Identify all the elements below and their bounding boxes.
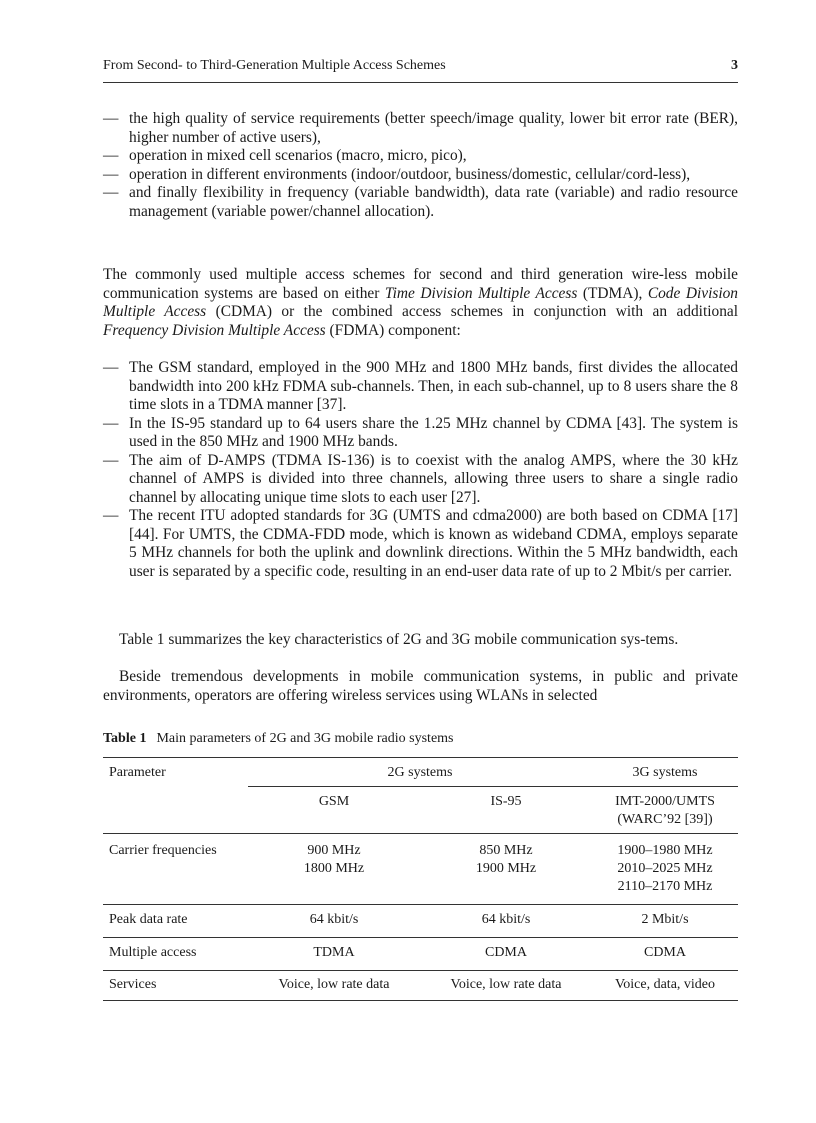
table-header-row (103, 758, 738, 787)
list-item: — In the IS-95 standard up to 64 users share the 1.25 MHz channel by CDMA [43]. The system is used in the 850 MHz and 1900 MHz bands. (103, 414, 738, 450)
header-parameter: Parameter (109, 765, 166, 780)
table-row: Multiple access TDMA CDMA CDMA (103, 937, 738, 970)
running-header (103, 58, 738, 78)
paragraph-wlan: Beside tremendous developments in mobile communication systems, in public and private environments, operators are offering wireless services using WLANs in selected (103, 668, 738, 704)
table-caption-text: Main parameters of 2G and 3G mobile radio systems (156, 731, 454, 746)
list-item: — and finally flexibility in frequency (variable bandwidth), data rate (variable) and radio resource management (variable power/channel allocation). (103, 184, 738, 220)
list-item: — operation in different environments (indoor/outdoor, business/domestic, cellular/cord-less), (103, 165, 691, 183)
standards-list (103, 359, 738, 581)
page-number: 3 (731, 58, 738, 73)
list-item: — The aim of D-AMPS (TDMA IS-136) is to coexist with the analog AMPS, where the 30 kHz channel of AMPS is divided into three channels, allowing three users to share a single radio channel by allocating unique time slots to each user [27]. (103, 451, 738, 506)
list-item: — The GSM standard, employed in the 900 MHz and 1800 MHz bands, first divides the allocated bandwidth into 200 kHz FDMA sub-channels. Then, in each sub-channel, up to 8 users share the 8 time slots in a TDMA manner [37]. (103, 359, 738, 413)
table-row: Carrier frequencies 900 MHz 1800 MHz 850 MHz 1900 MHz 1900–1980 MHz 2010–2025 MHz 2110–2170 MHz (103, 833, 738, 904)
header-3g-systems: 3G systems (632, 765, 698, 780)
paragraph-access-schemes: The commonly used multiple access schemes for second and third generation wire-less mobile communication systems are based on either Time Division Multiple Access (TDMA), Code Division Multiple Access (CDMA) or the combined access schemes in conjunction with an additional Frequency Division Multiple Access (FDMA) component: (103, 266, 738, 339)
table-row: Services Voice, low rate data Voice, low rate data Voice, data, video (103, 970, 738, 1000)
running-title: From Second- to Third-Generation Multiple Access Schemes (103, 58, 446, 73)
table-row: Peak data rate 64 kbit/s 64 kbit/s 2 Mbit/s (103, 904, 738, 937)
header-rule (103, 82, 738, 83)
list-item: — the high quality of service requirements (better speech/image quality, lower bit error rate (BER), higher number of active users), (103, 110, 738, 146)
header-is95: IS-95 (420, 786, 592, 833)
table-subheader-row (103, 786, 738, 833)
requirements-list (103, 110, 738, 221)
list-item: — The recent ITU adopted standards for 3G (UMTS and cdma2000) are both based on CDMA [17][44]. For UMTS, the CDMA-FDD mode, which is known as wideband CDMA, employs separate 5 MHz channels for both the uplink and downlink directions. Within the 5 MHz bandwidth, each user is separated by a specific code, resulting in an end-user data rate of up to 2 Mbit/s per carrier. (103, 507, 738, 580)
table-caption (103, 731, 454, 747)
paragraph-table-summary: Table 1 summarizes the key characteristics of 2G and 3G mobile communication sys-tems. (119, 631, 679, 648)
header-imt2000: IMT-2000/UMTS (WARC’92 [39]) (592, 786, 738, 833)
table-label: Table 1 (103, 731, 147, 746)
list-item: — operation in mixed cell scenarios (macro, micro, pico), (103, 147, 467, 164)
header-gsm: GSM (248, 786, 420, 833)
header-2g-systems: 2G systems (387, 765, 453, 780)
parameters-table (103, 757, 738, 1001)
